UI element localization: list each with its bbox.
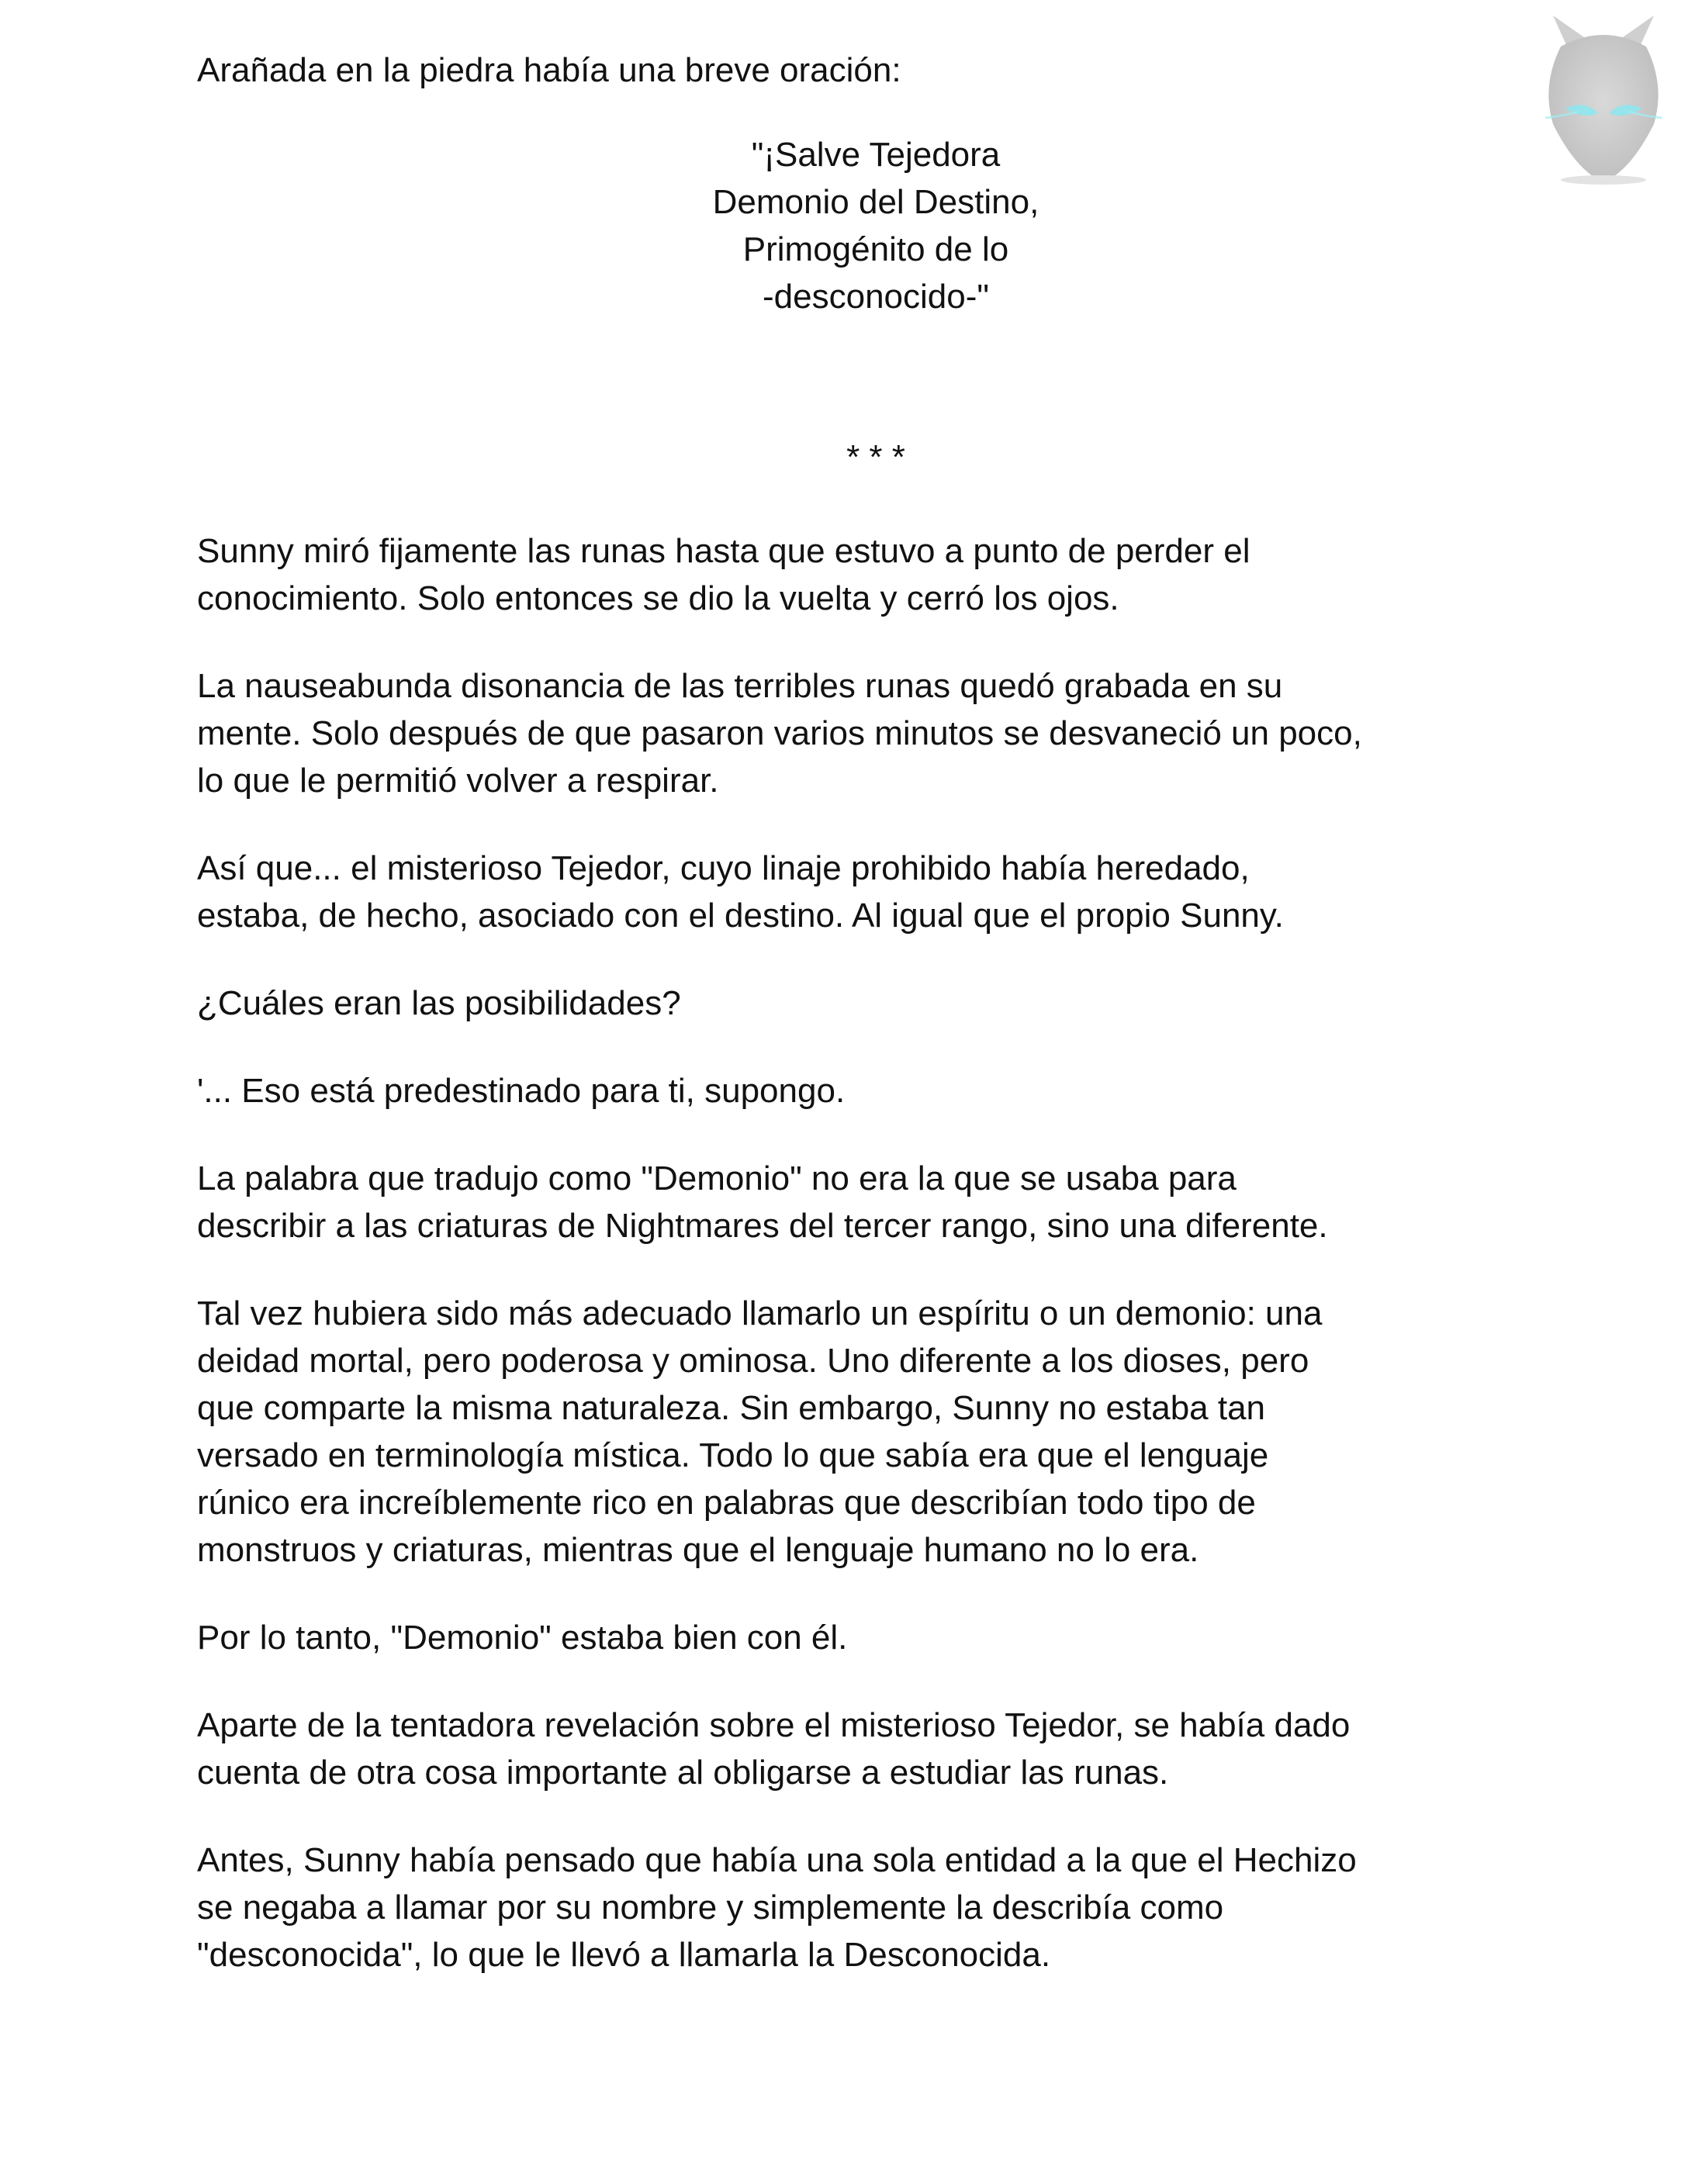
document-page	[197, 47, 1493, 1978]
paragraph: La nauseabunda disonancia de las terribles runas quedó grabada en su mente. Solo después de que pasaron varios minutos se desvaneció un poco, lo que le permitió volver a respirar.	[197, 667, 1362, 800]
paragraph: Tal vez hubiera sido más adecuado llamarlo un espíritu o un demonio: una deidad mortal, pero poderosa y ominosa. Uno diferente a los dioses, pero que comparte la misma naturaleza. Sin embargo, Sunny no estaba tan versado en terminología mística. Todo lo que sabía era que el lenguaje rúnico era increíblemente rico en palabras que describían todo tipo de monstruos y criaturas, mientras que el lenguaje humano no lo era.	[197, 1294, 1323, 1569]
prayer-inscription	[197, 131, 1493, 320]
prayer-line: "¡Salve Tejedora	[751, 136, 1001, 174]
paragraph: Antes, Sunny había pensado que había una sola entidad a la que el Hechizo se negaba a llamar por su nombre y simplemente la describía como "desconocida", lo que le llevó a llamarla la Desconocida.	[197, 1841, 1357, 1974]
paragraph: Así que... el misterioso Tejedor, cuyo linaje prohibido había heredado, estaba, de hecho, asociado con el destino. Al igual que el propio Sunny.	[197, 849, 1284, 935]
paragraph: ¿Cuáles eran las posibilidades?	[197, 984, 681, 1022]
prayer-line: -desconocido-"	[763, 278, 989, 316]
prayer-line: Primogénito de lo	[742, 230, 1009, 268]
paragraph: La palabra que tradujo como "Demonio" no era la que se usaba para describir a las criaturas de Nightmares del tercer rango, sino una diferente.	[197, 1159, 1328, 1245]
intro-line: Arañada en la piedra había una breve oración:	[197, 51, 901, 89]
paragraph: Por lo tanto, "Demonio" estaba bien con él.	[197, 1619, 848, 1657]
prayer-line: Demonio del Destino,	[712, 183, 1039, 221]
demon-head-icon	[1530, 16, 1677, 186]
paragraph: Aparte de la tentadora revelación sobre el misterioso Tejedor, se había dado cuenta de otra cosa importante al obligarse a estudiar las runas.	[197, 1706, 1351, 1792]
section-separator: * * *	[846, 438, 905, 476]
paragraph: '... Eso está predestinado para ti, supongo.	[197, 1072, 846, 1110]
paragraph: Sunny miró fijamente las runas hasta que estuvo a punto de perder el conocimiento. Solo entonces se dio la vuelta y cerró los ojos.	[197, 532, 1250, 617]
